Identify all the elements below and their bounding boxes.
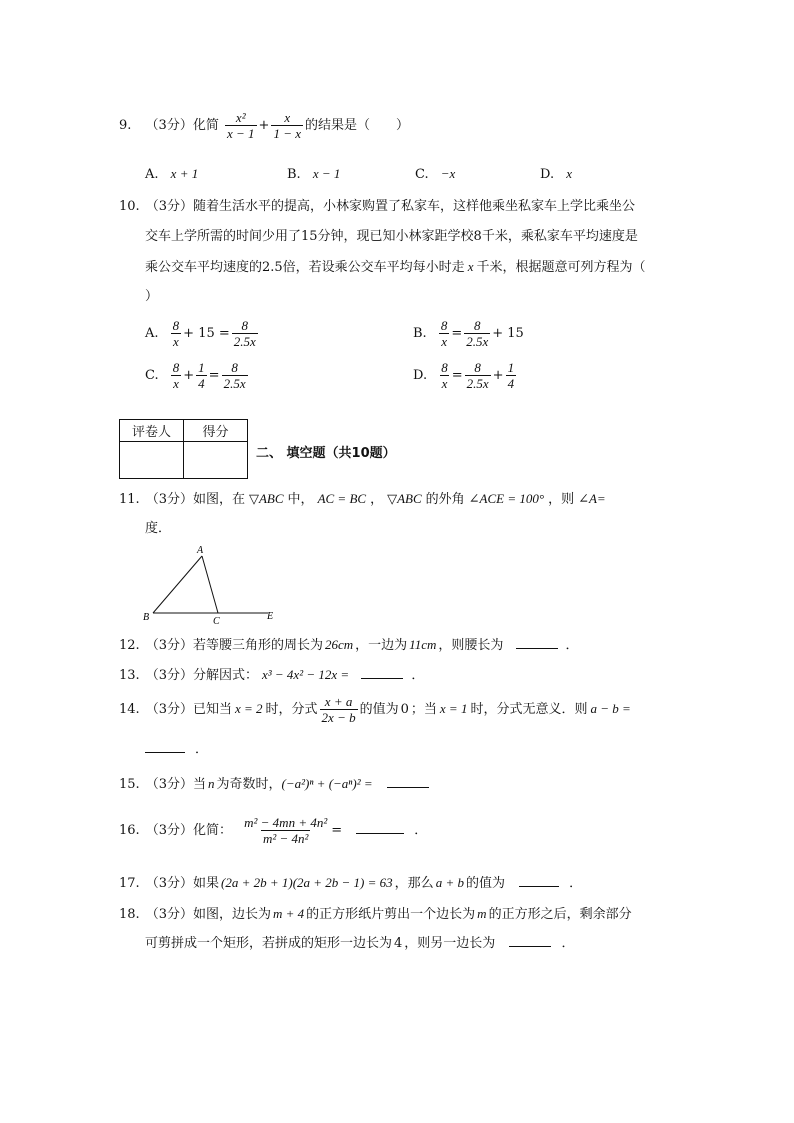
score-header: 得分 [184,420,248,442]
math: 26cm [324,637,354,652]
question-9 [119,110,409,141]
variable: x [467,259,474,274]
numerator: 8 [441,360,448,375]
question-text: 化简 [192,118,219,133]
numerator: x + a [324,694,353,709]
question-text: 交车上学所需的时间少用了15分钟，现已知小林家距学校8千米，乘私家车平均速度是 [145,229,638,244]
line-ac [202,556,218,613]
fraction [232,318,258,349]
option-a[interactable] [145,166,198,182]
question-text: 如图，在 [192,492,245,507]
fraction [271,110,303,141]
math: ▽ABC [248,491,284,506]
question-score: （3分） [145,118,193,133]
operator: = [331,823,343,838]
operator: + [492,368,504,383]
denominator: x [173,334,179,349]
score-cell[interactable] [184,442,248,479]
denominator: 2.5x [233,334,256,349]
question-text: 的结果是（ ） [304,118,409,133]
math: ∠A= [578,491,606,506]
question-text: 中， [287,492,314,507]
question-number: 18. [119,907,140,922]
question-13 [119,660,424,691]
fraction [242,815,329,846]
option-text: −x [440,166,456,181]
question-number: 10. [119,199,140,214]
question-18 [119,899,632,930]
punctuation: ． [569,876,583,891]
punctuation: ． [561,936,575,951]
fraction [439,318,450,349]
denominator: 1 − x [273,126,301,141]
math: x = 1 [439,701,468,716]
option-b[interactable] [413,318,524,349]
numerator: x [284,110,291,125]
denominator: 2.5x [223,376,246,391]
question-text: 若等腰三角形的周长为 [192,638,323,653]
question-text: ） [145,289,159,304]
fraction [439,360,450,391]
question-16 [119,815,427,846]
label-a: A [197,545,204,556]
math: x = 2 [234,701,263,716]
question-14-answer-line [145,735,208,765]
math: 11cm [409,637,437,652]
option-label: C. [145,368,159,383]
fraction [320,694,358,725]
answer-blank[interactable] [361,666,403,679]
option-label: A. [145,167,159,182]
option-label: B. [287,167,301,182]
denominator: 4 [198,376,205,391]
question-number: 15. [119,777,140,792]
question-14 [119,694,631,725]
label-b: B [143,612,150,623]
denominator: 2.5x [466,334,489,349]
question-text: 的值为 [465,876,505,891]
question-text: ，则另一边长为 [404,936,496,951]
math: x³ − 4x² − 12x = [261,667,350,682]
question-number: 17. [119,876,140,891]
answer-blank[interactable] [387,775,429,788]
variable: m [477,906,487,921]
question-text: 可剪拼成一个矩形，若拼成的矩形一边长为 [145,936,393,951]
operator: + [183,368,195,383]
operator: + 15 = [183,326,230,341]
question-text: ，则腰长为 [438,638,504,653]
question-score: （3分） [145,668,193,683]
question-15 [119,769,429,800]
answer-blank[interactable] [516,636,558,649]
question-text: 度． [145,521,172,536]
question-score: （3分） [145,638,193,653]
fraction [465,360,491,391]
option-b[interactable] [287,166,340,182]
question-18-line2 [145,929,574,959]
fraction [171,318,182,349]
triangle-figure [140,542,285,628]
math: ∠ACE = 100° [468,491,545,506]
question-text-line [145,252,645,283]
math: (2a + 2b + 1)(2a + 2b − 1) = 63 [220,875,393,890]
question-score: （3分） [145,876,193,891]
question-text: 如图，边长为 [192,907,271,922]
question-text: 如果 [192,876,219,891]
label-c: C [213,616,220,627]
question-number: 16. [119,823,140,838]
question-score: （3分） [145,199,193,214]
question-score: （3分） [145,492,193,507]
numerator: 1 [507,360,515,375]
answer-blank[interactable] [356,821,404,834]
option-label: A. [145,326,159,341]
question-text: ；当 [410,702,437,717]
numerator: 8 [474,318,481,333]
question-text: 千米，根据题意可列方程为（ [476,260,646,275]
option-d[interactable] [413,360,518,391]
denominator: 4 [507,376,515,391]
option-a[interactable] [145,318,260,349]
question-number: 11. [119,492,140,507]
question-text: 时，分式无意义．则 [470,702,588,717]
question-number: 14. [119,702,140,717]
numerator: 8 [474,360,481,375]
answer-blank[interactable] [519,874,559,887]
denominator: x [173,376,179,391]
punctuation: ． [414,823,428,838]
option-label: D. [413,368,428,383]
denominator: x [441,334,447,349]
math: (−a²)ⁿ + (−aⁿ)² = [281,776,373,791]
question-text: 化简： [192,823,232,838]
math: 4 [394,936,403,951]
option-label: D. [540,167,555,182]
operator: + [258,118,270,133]
question-11 [119,484,606,515]
question-text: ， [370,492,384,507]
math: a − b = [590,701,631,716]
option-text: x + 1 [170,166,199,181]
numerator: 8 [172,360,180,375]
question-text: 的正方形纸片剪出一个边长为 [306,907,476,922]
punctuation: ． [565,638,579,653]
label-e: E [267,611,274,622]
question-text: 当 [192,777,206,792]
question-10 [119,192,635,222]
numerator: m² − 4mn + 4n² [244,815,328,830]
fraction [171,360,182,391]
question-score: （3分） [145,702,193,717]
math: AC = BC [317,491,367,506]
denominator: 2.5x [466,376,489,391]
line-ba [153,556,202,613]
option-text: x [566,166,573,181]
option-c[interactable] [145,360,250,391]
numerator: 8 [172,318,180,333]
numerator: 8 [241,318,249,333]
question-17 [119,868,582,899]
operator: = [208,368,220,383]
punctuation: ． [411,668,425,683]
denominator: m² − 4n² [262,831,309,846]
numerator: 1 [198,360,205,375]
question-text: ，那么 [394,876,434,891]
question-text: 为奇数时， [216,777,282,792]
variable: n [207,776,215,791]
option-c[interactable] [415,166,455,182]
reviewer-cell[interactable] [120,442,184,479]
denominator: x [441,376,448,391]
denominator: x − 1 [226,126,255,141]
reviewer-header: 评卷人 [120,420,184,442]
math: ▽ABC [387,491,422,506]
option-label: C. [415,167,429,182]
section-title: 二、 填空题（共10题） [256,446,396,461]
fraction [196,360,207,391]
question-number: 13. [119,668,140,683]
numerator: 8 [231,360,238,375]
math: m + 4 [272,906,305,921]
punctuation: ． [195,742,209,757]
grade-table [119,419,248,479]
option-text: x − 1 [312,166,341,181]
numerator: 8 [440,318,448,333]
question-text: 时，分式 [265,702,318,717]
fraction [464,318,490,349]
question-number: 12. [119,638,140,653]
fraction [225,110,257,141]
answer-blank[interactable] [145,740,185,753]
question-text: ，则 [548,492,575,507]
question-12 [119,630,579,661]
question-score: （3分） [145,907,193,922]
math: 0 [400,702,409,717]
answer-blank[interactable] [509,934,551,947]
question-text: 的正方形之后，剩余部分 [488,907,632,922]
option-d[interactable] [540,166,572,182]
question-score: （3分） [145,777,193,792]
operator: = [451,326,463,341]
denominator: 2x − b [321,710,356,725]
operator: + 15 [492,326,524,341]
math: a + b [435,875,464,890]
numerator: x² [235,110,246,125]
question-score: （3分） [145,823,193,838]
question-text: 随着生活水平的提高，小林家购置了私家车，这样他乘坐私家车上学比乘坐公 [192,199,635,214]
question-text: ，一边为 [355,638,408,653]
option-label: B. [413,326,427,341]
question-number: 9. [119,118,132,133]
operator: = [451,368,463,383]
question-text: 的外角 [425,492,465,507]
question-text: 分解因式： [192,668,258,683]
question-text: 的值为 [359,702,399,717]
fraction [506,360,517,391]
fraction [222,360,248,391]
question-text: 乘公交车平均速度的2.5倍，若设乘公交车平均每小时走 [145,260,465,275]
question-text: 已知当 [192,702,232,717]
